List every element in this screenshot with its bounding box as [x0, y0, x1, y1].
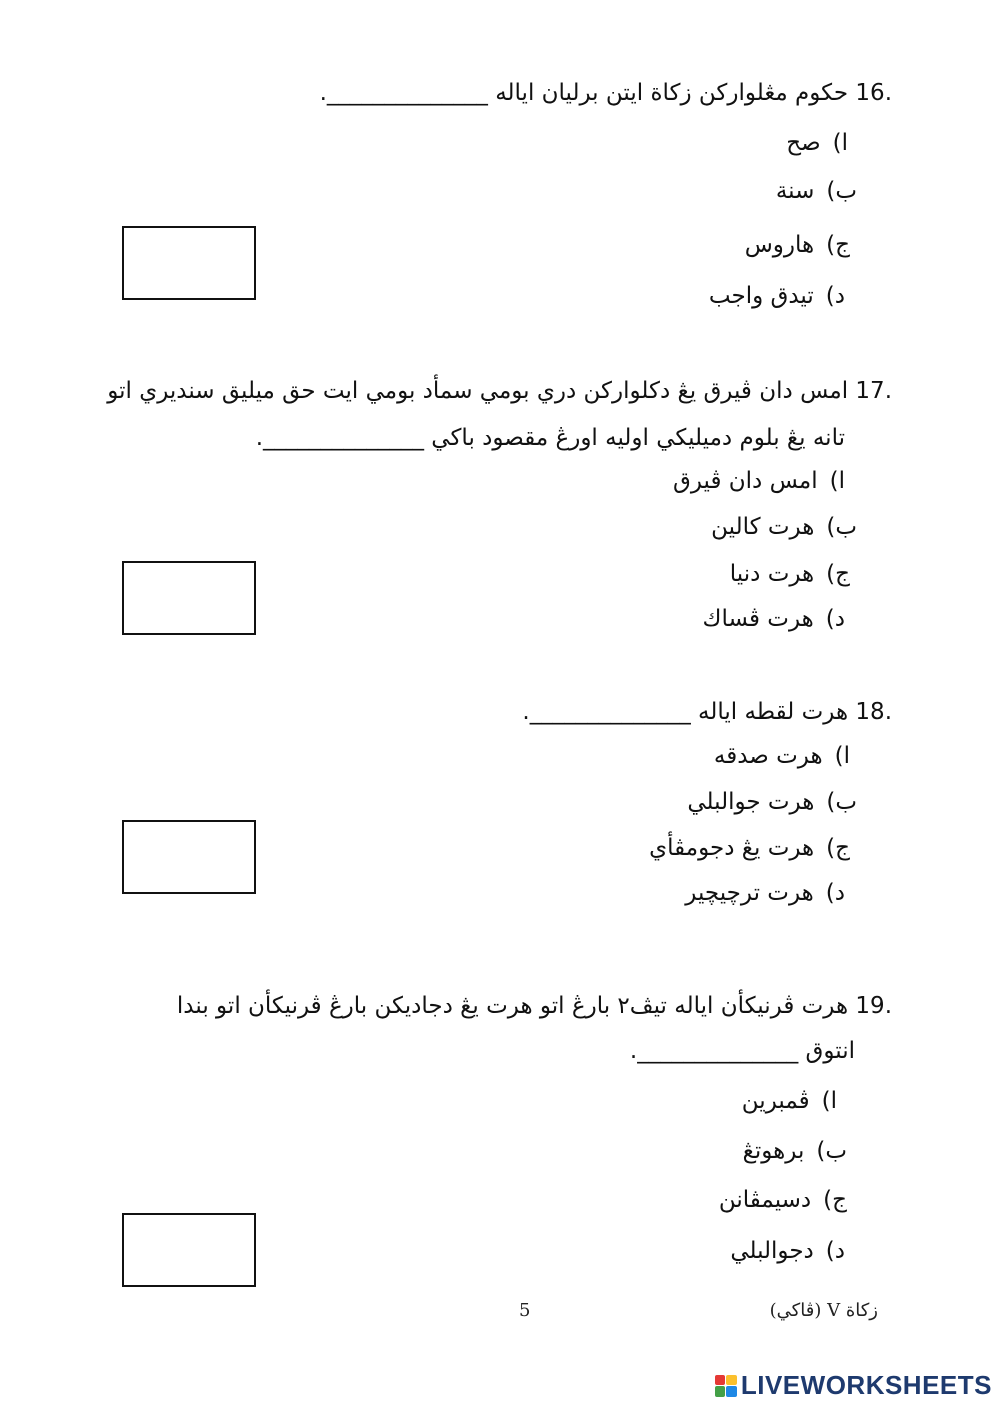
question-16-option-b [776, 178, 857, 206]
option-text: هرت دنيا [729, 561, 815, 587]
question-17-option-d [703, 606, 845, 634]
option-letter: ب) [826, 178, 857, 204]
question-17-number: 17. [855, 378, 892, 404]
option-text: برهوتڠ [742, 1138, 805, 1164]
option-text: هرت ترچيچير [685, 880, 814, 906]
option-text: امس دان ڤيرق [672, 468, 818, 494]
question-19-line-2: انتوق ______________. [629, 1038, 855, 1064]
option-text: دسيمڤانن [718, 1187, 812, 1213]
question-17-text [107, 378, 892, 406]
logo-square [715, 1375, 726, 1386]
option-text: هرت صدقه [713, 743, 823, 769]
question-16-text [320, 80, 892, 108]
question-16-answer-box[interactable] [122, 226, 256, 300]
question-17-option-c [730, 561, 850, 589]
question-19-answer-box[interactable] [122, 1213, 256, 1287]
question-18-option-b [687, 789, 857, 817]
logo-square [715, 1386, 726, 1397]
question-18-option-a [714, 743, 850, 771]
option-text: هرت ڤساك [702, 606, 814, 632]
option-letter: د) [825, 880, 845, 906]
option-letter: ج) [826, 835, 850, 861]
question-19-number: 19. [855, 993, 892, 1019]
question-19-option-b [743, 1138, 847, 1166]
option-text: هرت يڠ دجومڤأي [649, 835, 815, 861]
question-19-option-c [719, 1187, 847, 1215]
option-letter: ا) [832, 130, 848, 156]
question-18-option-d [685, 880, 845, 908]
question-19-option-d [730, 1238, 845, 1266]
option-letter: ج) [823, 1187, 847, 1213]
question-16-option-a [786, 130, 848, 158]
option-text: سنة [775, 178, 815, 204]
question-18-answer-box[interactable] [122, 820, 256, 894]
option-letter: ا) [829, 468, 845, 494]
option-text: دجوالبلي [730, 1238, 814, 1264]
option-letter: ا) [834, 743, 850, 769]
option-text: تيدق واجب [708, 283, 814, 309]
question-18-number: 18. [855, 699, 892, 725]
option-text: هرت جوالبلي [687, 789, 815, 815]
footer-subject: زكاة V (ڤاکي) [769, 1300, 878, 1321]
option-letter: د) [825, 1238, 845, 1264]
question-19-option-a [742, 1088, 837, 1116]
question-19-line-1: هرت ڤرنيکأن اياله تيڤ٢ بارڠ اتو هرت يڠ دجاديکن بارڠ ڤرنيکأن اتو بندا [176, 993, 849, 1019]
option-letter: ج) [826, 232, 850, 258]
option-letter: ب) [816, 1138, 847, 1164]
option-letter: د) [825, 606, 845, 632]
question-18-text [522, 699, 892, 727]
liveworksheets-brand [715, 1370, 992, 1401]
question-16-option-d [709, 283, 845, 311]
option-letter: ا) [821, 1088, 837, 1114]
question-18-option-c [649, 835, 850, 863]
liveworksheets-logo-icon [715, 1375, 737, 1397]
question-17-line-1: امس دان ڤيرق يڠ دكلواركن دري بومي سمأد بومي ايت حق ميليق سنديري اتو [107, 378, 849, 404]
question-17-option-a [673, 468, 845, 496]
option-text: هاروس [744, 232, 815, 258]
option-text: ڤمبرين [741, 1088, 810, 1114]
option-letter: ج) [826, 561, 850, 587]
question-16-line-1: حكوم مڠلواركن زكاة ايتن برليان اياله ______________. [319, 80, 849, 106]
option-text: هرت کالين [711, 514, 815, 540]
question-17-option-b [711, 514, 857, 542]
brand-name: LIVEWORKSHEETS [740, 1370, 992, 1400]
option-letter: ب) [826, 514, 857, 540]
logo-square [726, 1386, 737, 1397]
question-16-option-c [745, 232, 850, 260]
question-17-answer-box[interactable] [122, 561, 256, 635]
option-text: صح [786, 130, 821, 156]
logo-square [726, 1375, 737, 1386]
option-letter: د) [825, 283, 845, 309]
question-17-line-2: تانه يڠ بلوم دميليکي اوليه اورڠ مقصود باکي ______________. [255, 425, 845, 451]
question-18-line-1: هرت لقطه اياله ______________. [522, 699, 849, 725]
question-16-number: 16. [855, 80, 892, 106]
page-number: 5 [519, 1300, 531, 1321]
question-19-text [177, 993, 892, 1021]
option-letter: ب) [826, 789, 857, 815]
